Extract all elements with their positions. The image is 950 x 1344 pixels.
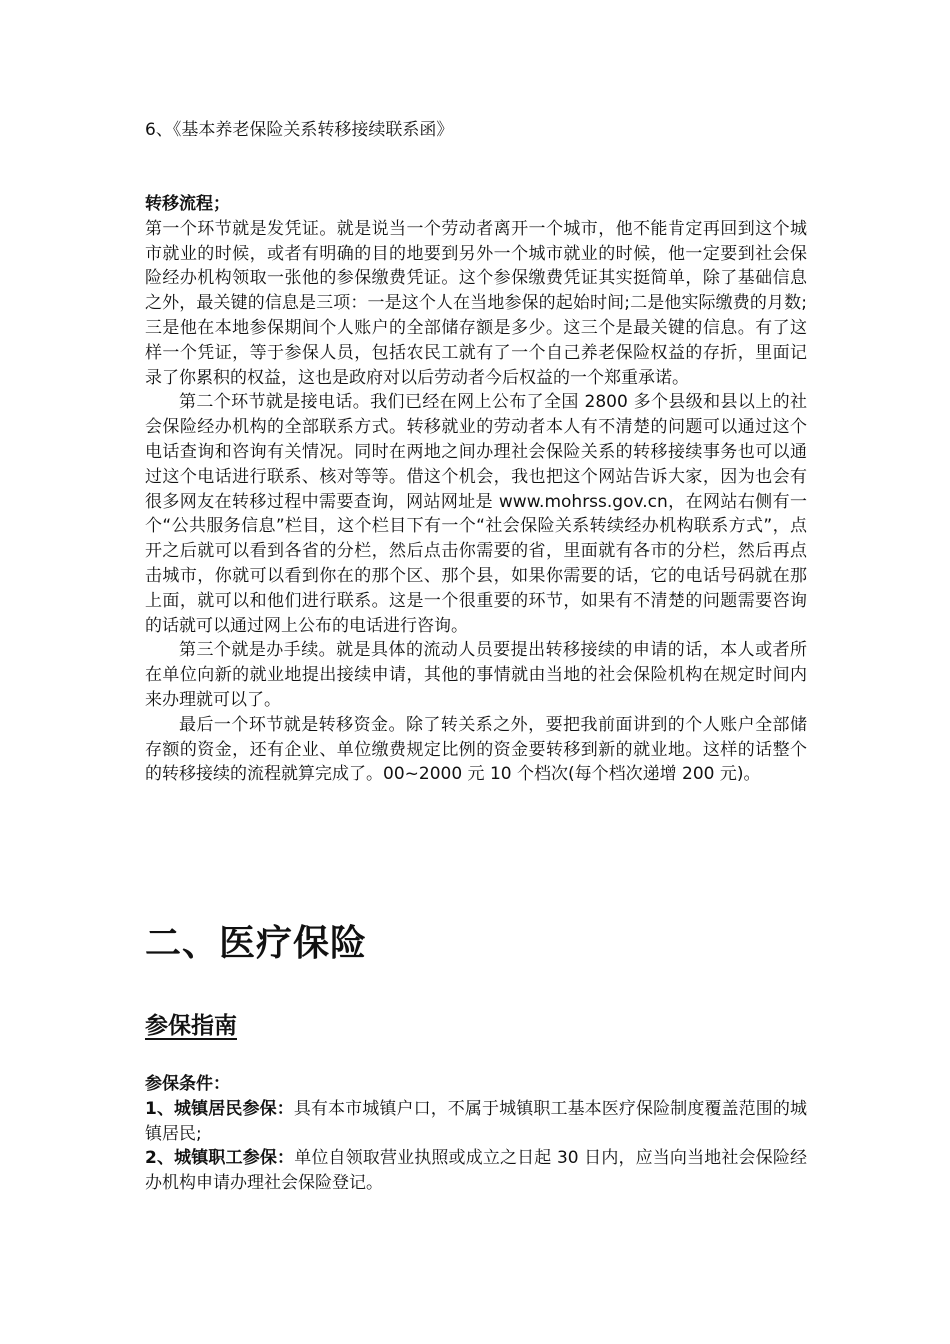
- transfer-process-heading: 转移流程；: [145, 194, 230, 214]
- condition-item-2-text: 单位自领取营业执照或成立之日起 30 日内，应当向当地社会保险经办机构申请办理社会保险登记。: [145, 1148, 807, 1194]
- condition-item-2-label: 2、城镇职工参保：: [145, 1148, 295, 1169]
- condition-item-1: [145, 1097, 807, 1147]
- enrollment-conditions: [145, 1072, 807, 1196]
- conditions-heading: 参保条件：: [145, 1074, 230, 1094]
- section-title-medical-insurance: 二、医疗保险: [145, 923, 368, 964]
- list-item-6: 6、《基本养老保险关系转移接续联系函》: [145, 120, 454, 140]
- transfer-paragraph-1: 第一个环节就是发凭证。就是说当一个劳动者离开一个城市，他不能肯定再回到这个城市就业的时候，或者有明确的目的地要到另外一个城市就业的时候，他一定要到社会保险经办机构领取一张他的参保缴费凭证。这个参保缴费凭证其实挺简单，除了基础信息之外，最关键的信息是三项：一是这个人在当地参保的起始时间;二是他实际缴费的月数;三是他在本地参保期间个人账户的全部储存额是多少。这三个是最关键的信息。有了这样一个凭证，等于参保人员，包括农民工就有了一个自己养老保险权益的存折，里面记录了你累积的权益，这也是政府对以后劳动者今后权益的一个郑重承诺。: [145, 218, 807, 388]
- condition-item-1-label: 1、城镇居民参保：: [145, 1098, 294, 1119]
- transfer-paragraph-3: 第三个就是办手续。就是具体的流动人员要提出转移接续的申请的话，本人或者所在单位向新的就业地提出接续申请，其他的事情就由当地的社会保险机构在规定时间内来办理就可以了。: [145, 640, 807, 710]
- transfer-process-section: [145, 192, 807, 787]
- condition-item-2: [145, 1146, 807, 1196]
- condition-item-1-text: 具有本市城镇户口，不属于城镇职工基本医疗保险制度覆盖范围的城镇居民;: [145, 1098, 807, 1144]
- subsection-title-enrollment-guide: 参保指南: [145, 1013, 237, 1039]
- transfer-paragraph-2: 第二个环节就是接电话。我们已经在网上公布了全国 2800 多个县级和县以上的社会保险经办机构的全部联系方式。转移就业的劳动者本人有不清楚的问题可以通过这个电话查询和咨询有关情况。同时在两地之间办理社会保险关系的转移接续事务也可以通过这个电话进行联系、核对等等。借这个机会，我也把这个网站告诉大家，因为也会有很多网友在转移过程中需要查询，网站网址是 www.mohrss.gov.cn，在网站右侧有一个“公共服务信息”栏目，这个栏目下有一个“社会保险关系转续经办机构联系方式”，点开之后就可以看到各省的分栏，然后点击你需要的省，里面就有各市的分栏，然后再点击城市，你就可以看到你在的那个区、那个县，如果你需要的话，它的电话号码就在那上面，就可以和他们进行联系。这是一个很重要的环节，如果有不清楚的问题需要咨询的话就可以通过网上公布的电话进行咨询。: [145, 392, 807, 636]
- transfer-paragraph-4: 最后一个环节就是转移资金。除了转关系之外，要把我前面讲到的个人账户全部储存额的资金，还有企业、单位缴费规定比例的资金要转移到新的就业地。这样的话整个的转移接续的流程就算完成了。00~2000 元 10 个档次(每个档次递增 200 元)。: [145, 714, 807, 785]
